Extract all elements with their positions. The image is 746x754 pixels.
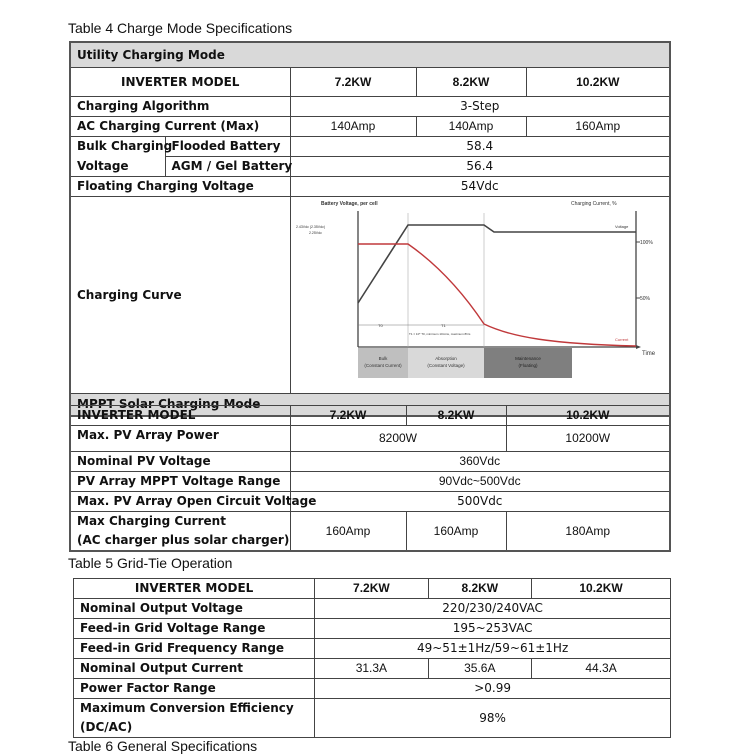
bulk-charging-label-line1: Bulk Charging bbox=[70, 137, 165, 157]
charging-curve-chart bbox=[290, 197, 670, 394]
mppt-model-7-2kw: 7.2KW bbox=[290, 406, 406, 426]
agm-gel-battery-value: 56.4 bbox=[290, 157, 670, 177]
utility-section-header: Utility Charging Mode bbox=[70, 42, 670, 68]
left-tick-2: 2.25Vdc bbox=[308, 231, 322, 235]
charging-curve-label: Charging Curve bbox=[70, 197, 290, 394]
stage-maintenance: Maintenance bbox=[514, 356, 541, 361]
ac-charging-current-10-2kw: 160Amp bbox=[526, 117, 670, 137]
open-circuit-voltage-value: 500Vdc bbox=[290, 492, 670, 512]
mppt-model-header: INVERTER MODEL bbox=[70, 406, 290, 426]
table5-caption: Table 5 Grid-Tie Operation bbox=[68, 555, 233, 571]
feed-in-voltage-label: Feed-in Grid Voltage Range bbox=[74, 619, 315, 639]
max-pv-power-label: Max. PV Array Power bbox=[70, 426, 290, 452]
max-charging-current-line1: Max Charging Current bbox=[77, 514, 226, 528]
agm-gel-battery-label: AGM / Gel Battery bbox=[165, 157, 290, 177]
floating-voltage-value: 54Vdc bbox=[290, 177, 670, 197]
power-factor-label: Power Factor Range bbox=[74, 679, 315, 699]
bulk-charging-label-line2: Voltage bbox=[70, 157, 165, 177]
gt-model-header: INVERTER MODEL bbox=[74, 579, 315, 599]
left-axis-label: Battery Voltage, per cell bbox=[320, 201, 378, 207]
max-charging-current-10-2kw: 180Amp bbox=[506, 512, 670, 552]
stage-maintenance-sub: (Floating) bbox=[517, 363, 538, 368]
t1-note: T1 = 10* T0, minimum 10mins, maximum 8hrs bbox=[408, 332, 470, 336]
time-axis-label: Time bbox=[641, 351, 655, 357]
gt-model-8-2kw: 8.2KW bbox=[428, 579, 532, 599]
mppt-voltage-range-label: PV Array MPPT Voltage Range bbox=[70, 472, 290, 492]
floating-voltage-label: Floating Charging Voltage bbox=[70, 177, 290, 197]
mppt-section-header: MPPT Solar Charging Mode bbox=[70, 394, 670, 417]
model-10-2kw: 10.2KW bbox=[526, 68, 670, 97]
flooded-battery-value: 58.4 bbox=[290, 137, 670, 157]
max-efficiency-line1: Maximum Conversion Efficiency bbox=[80, 701, 294, 715]
flooded-battery-label: Flooded Battery bbox=[165, 137, 290, 157]
table6-caption-partial: Table 6 General Specifications bbox=[68, 738, 258, 754]
max-charging-current-7-2kw: 160Amp bbox=[290, 512, 406, 552]
model-header: INVERTER MODEL bbox=[70, 68, 290, 97]
max-charging-current-line2: (AC charger plus solar charger) bbox=[77, 533, 290, 547]
ac-charging-current-7-2kw: 140Amp bbox=[290, 117, 416, 137]
gt-model-10-2kw: 10.2KW bbox=[532, 579, 671, 599]
nominal-output-current-label: Nominal Output Current bbox=[74, 659, 315, 679]
gt-model-7-2kw: 7.2KW bbox=[315, 579, 428, 599]
feed-in-voltage-value: 195~253VAC bbox=[315, 619, 671, 639]
charging-algorithm-label: Charging Algorithm bbox=[70, 97, 290, 117]
ac-charging-current-8-2kw: 140Amp bbox=[416, 117, 526, 137]
open-circuit-voltage-label: Max. PV Array Open Circuit Voltage bbox=[70, 492, 290, 512]
max-pv-power-10-2kw: 10200W bbox=[506, 426, 670, 452]
max-efficiency-line2: (DC/AC) bbox=[80, 720, 133, 734]
nominal-output-voltage-label: Nominal Output Voltage bbox=[74, 599, 315, 619]
left-tick-1: 2.43Vdc (2.35Vdc) bbox=[295, 225, 325, 229]
grid-tie-table bbox=[73, 578, 671, 738]
t1-label: T1 bbox=[440, 323, 446, 328]
right-tick-100: 100% bbox=[639, 240, 653, 246]
nominal-pv-voltage-label: Nominal PV Voltage bbox=[70, 452, 290, 472]
max-pv-power-7-8kw: 8200W bbox=[290, 426, 506, 452]
feed-in-frequency-value: 49~51±1Hz/59~61±1Hz bbox=[315, 639, 671, 659]
feed-in-frequency-label: Feed-in Grid Frequency Range bbox=[74, 639, 315, 659]
max-efficiency-label bbox=[74, 699, 315, 738]
stage-absorption: Absorption bbox=[434, 356, 457, 361]
mppt-spec-table bbox=[69, 405, 671, 552]
charging-curve-svg bbox=[291, 197, 671, 387]
mppt-model-8-2kw: 8.2KW bbox=[406, 406, 506, 426]
charge-mode-spec-table bbox=[69, 41, 671, 417]
right-tick-50: 50% bbox=[639, 296, 650, 302]
charging-algorithm-value: 3-Step bbox=[290, 97, 670, 117]
mppt-voltage-range-value: 90Vdc~500Vdc bbox=[290, 472, 670, 492]
nominal-output-voltage-value: 220/230/240VAC bbox=[315, 599, 671, 619]
nominal-output-current-7-2kw: 31.3A bbox=[315, 659, 428, 679]
ac-charging-current-label: AC Charging Current (Max) bbox=[70, 117, 290, 137]
max-efficiency-value: 98% bbox=[315, 699, 671, 738]
voltage-series-label: Voltage bbox=[614, 224, 628, 229]
stage-absorption-sub: (Constant Voltage) bbox=[426, 363, 465, 368]
model-8-2kw: 8.2KW bbox=[416, 68, 526, 97]
power-factor-value: >0.99 bbox=[315, 679, 671, 699]
max-charging-current-label bbox=[70, 512, 290, 552]
t0-label: T0 bbox=[377, 323, 383, 328]
nominal-output-current-10-2kw: 44.3A bbox=[532, 659, 671, 679]
right-axis-label: Charging Current, % bbox=[570, 201, 617, 207]
nominal-pv-voltage-value: 360Vdc bbox=[290, 452, 670, 472]
nominal-output-current-8-2kw: 35.6A bbox=[428, 659, 532, 679]
current-series-label: Current bbox=[614, 337, 628, 342]
mppt-model-10-2kw: 10.2KW bbox=[506, 406, 670, 426]
stage-bulk-sub: (Constant Current) bbox=[363, 363, 402, 368]
stage-bulk: Bulk bbox=[378, 356, 387, 361]
max-charging-current-8-2kw: 160Amp bbox=[406, 512, 506, 552]
table4-caption: Table 4 Charge Mode Specifications bbox=[68, 20, 293, 36]
model-7-2kw: 7.2KW bbox=[290, 68, 416, 97]
